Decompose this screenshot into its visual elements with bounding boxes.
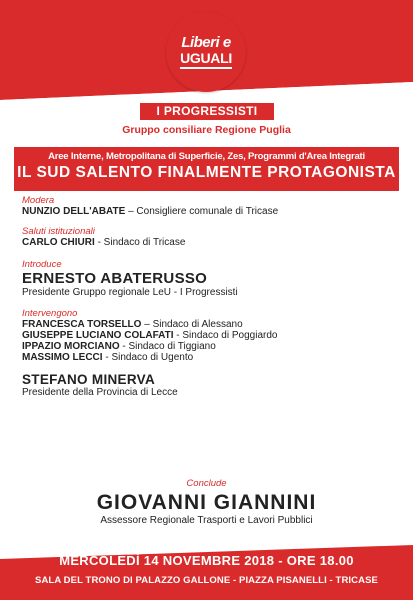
province-desc: Presidente della Provincia di Lecce <box>22 387 178 398</box>
logo-underline <box>180 67 232 69</box>
speaker-desc: - Sindaco di Poggiardo <box>176 330 278 341</box>
speaker-desc: – Sindaco di Alessano <box>144 319 243 330</box>
intro-name: ERNESTO ABATERUSSO <box>22 270 208 287</box>
moderator-name: NUNZIO DELL'ABATE <box>22 206 126 217</box>
event-date: MERCOLEDÌ 14 NOVEMBRE 2018 - ORE 18.00 <box>59 553 354 568</box>
intro-role: Introduce <box>22 259 62 270</box>
title-banner <box>14 147 399 191</box>
speaker-name: FRANCESCA TORSELLO <box>22 319 142 330</box>
moderator-desc: – Consigliere comunale di Tricase <box>128 206 279 217</box>
greetings-line <box>22 237 397 248</box>
intro-block <box>22 259 397 298</box>
province-name: STEFANO MINERVA <box>22 372 156 387</box>
speaker-desc: - Sindaco di Ugento <box>105 352 194 363</box>
greetings-desc: - Sindaco di Tricase <box>97 237 186 248</box>
banner-subtitle: Aree Interne, Metropolitana di Superficie, Zes, Programmi d'Area Integrati <box>48 151 365 162</box>
moderator-line <box>22 206 397 217</box>
speaker-item <box>22 319 397 330</box>
banner-title: IL SUD SALENTO FINALMENTE PROTAGONISTA <box>17 164 396 181</box>
speaker-item <box>22 352 397 363</box>
progressisti-badge: I PROGRESSISTI <box>140 103 274 120</box>
greetings-role: Saluti istituzionali <box>22 226 95 237</box>
speaker-name: IPPAZIO MORCIANO <box>22 341 120 352</box>
speaker-desc: - Sindaco di Tiggiano <box>122 341 216 352</box>
greetings-block <box>22 226 397 248</box>
moderator-role: Modera <box>22 195 55 206</box>
speakers-block <box>22 308 397 363</box>
closing-desc: Assessore Regionale Trasporti e Lavori Pubblici <box>100 515 313 526</box>
logo-text-bottom: UGUALI <box>180 50 232 66</box>
program <box>22 195 397 398</box>
speaker-item <box>22 341 397 352</box>
province-block <box>22 372 397 398</box>
closing-block <box>0 478 413 526</box>
greetings-name: CARLO CHIURI <box>22 237 95 248</box>
speaker-name: MASSIMO LECCI <box>22 352 103 363</box>
moderator-block <box>22 195 397 217</box>
closing-name: GIOVANNI GIANNINI <box>96 491 317 514</box>
speakers-role: Intervengono <box>22 308 78 319</box>
speaker-item <box>22 330 397 341</box>
logo-text-top: Liberi e <box>181 34 231 51</box>
closing-role: Conclude <box>186 478 227 489</box>
leu-logo <box>166 12 246 92</box>
event-place: SALA DEL TRONO DI PALAZZO GALLONE - PIAZZA PISANELLI - TRICASE <box>35 575 378 586</box>
intro-desc: Presidente Gruppo regionale LeU - I Progressisti <box>22 287 238 298</box>
speaker-name: GIUSEPPE LUCIANO COLAFATI <box>22 330 174 341</box>
footer-band <box>0 545 413 600</box>
group-name: Gruppo consiliare Regione Puglia <box>122 124 291 136</box>
